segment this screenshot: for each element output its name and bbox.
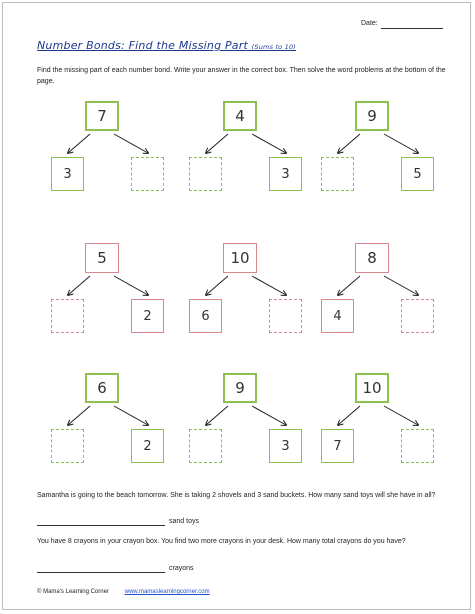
whole-box: 6 <box>85 373 119 403</box>
title-text: Number Bonds: Find the Missing Part <box>37 39 248 52</box>
answer-line-1[interactable] <box>37 525 165 526</box>
number-bond <box>51 243 173 338</box>
whole-box: 7 <box>85 101 119 131</box>
number-bond <box>321 101 443 196</box>
part-box-right[interactable]: 3 <box>269 429 302 463</box>
whole-box: 8 <box>355 243 389 273</box>
part-box-right[interactable]: 3 <box>269 157 302 191</box>
date-line <box>381 28 443 29</box>
part-box-right[interactable]: 5 <box>401 157 434 191</box>
date-label: Date: <box>361 20 378 27</box>
part-box-left[interactable] <box>189 429 222 463</box>
copyright-text: © Mama's Learning Corner <box>37 589 109 595</box>
whole-box: 5 <box>85 243 119 273</box>
answer-line-2[interactable] <box>37 572 165 573</box>
part-box-left[interactable]: 4 <box>321 299 354 333</box>
title-suffix: (Sums to 10) <box>251 43 297 51</box>
number-bond <box>189 101 311 196</box>
answer-unit-1: sand toys <box>169 518 199 525</box>
worksheet-page <box>2 2 471 610</box>
word-problem-1: Samantha is going to the beach tomorrow. She is taking 2 shovels and 3 sand buckets. How many sand toys will she have in all? <box>37 492 436 499</box>
worksheet-title <box>37 39 296 52</box>
part-box-left[interactable] <box>189 157 222 191</box>
part-box-left[interactable]: 3 <box>51 157 84 191</box>
number-bond <box>189 243 311 338</box>
word-problem-2: You have 8 crayons in your crayon box. You find two more crayons in your desk. How many total crayons do you have? <box>37 538 406 545</box>
part-box-left[interactable]: 6 <box>189 299 222 333</box>
part-box-left[interactable] <box>321 157 354 191</box>
whole-box: 10 <box>223 243 257 273</box>
footer <box>37 589 210 595</box>
part-box-right[interactable]: 2 <box>131 299 164 333</box>
whole-box: 9 <box>223 373 257 403</box>
part-box-right[interactable] <box>401 429 434 463</box>
instructions: Find the missing part of each number bond. Write your answer in the correct box. Then solve the word problems at the bottom of the page. <box>37 67 446 85</box>
number-bond <box>321 243 443 338</box>
part-box-left[interactable] <box>51 429 84 463</box>
number-bond <box>51 101 173 196</box>
whole-box: 4 <box>223 101 257 131</box>
part-box-left[interactable] <box>51 299 84 333</box>
part-box-right[interactable] <box>401 299 434 333</box>
part-box-right[interactable]: 2 <box>131 429 164 463</box>
number-bond <box>321 373 443 468</box>
whole-box: 9 <box>355 101 389 131</box>
part-box-right[interactable] <box>269 299 302 333</box>
number-bond <box>51 373 173 468</box>
part-box-right[interactable] <box>131 157 164 191</box>
number-bond <box>189 373 311 468</box>
part-box-left[interactable]: 7 <box>321 429 354 463</box>
answer-unit-2: crayons <box>169 565 194 572</box>
website-link[interactable]: www.mamaslearningcorner.com <box>124 589 210 595</box>
whole-box: 10 <box>355 373 389 403</box>
